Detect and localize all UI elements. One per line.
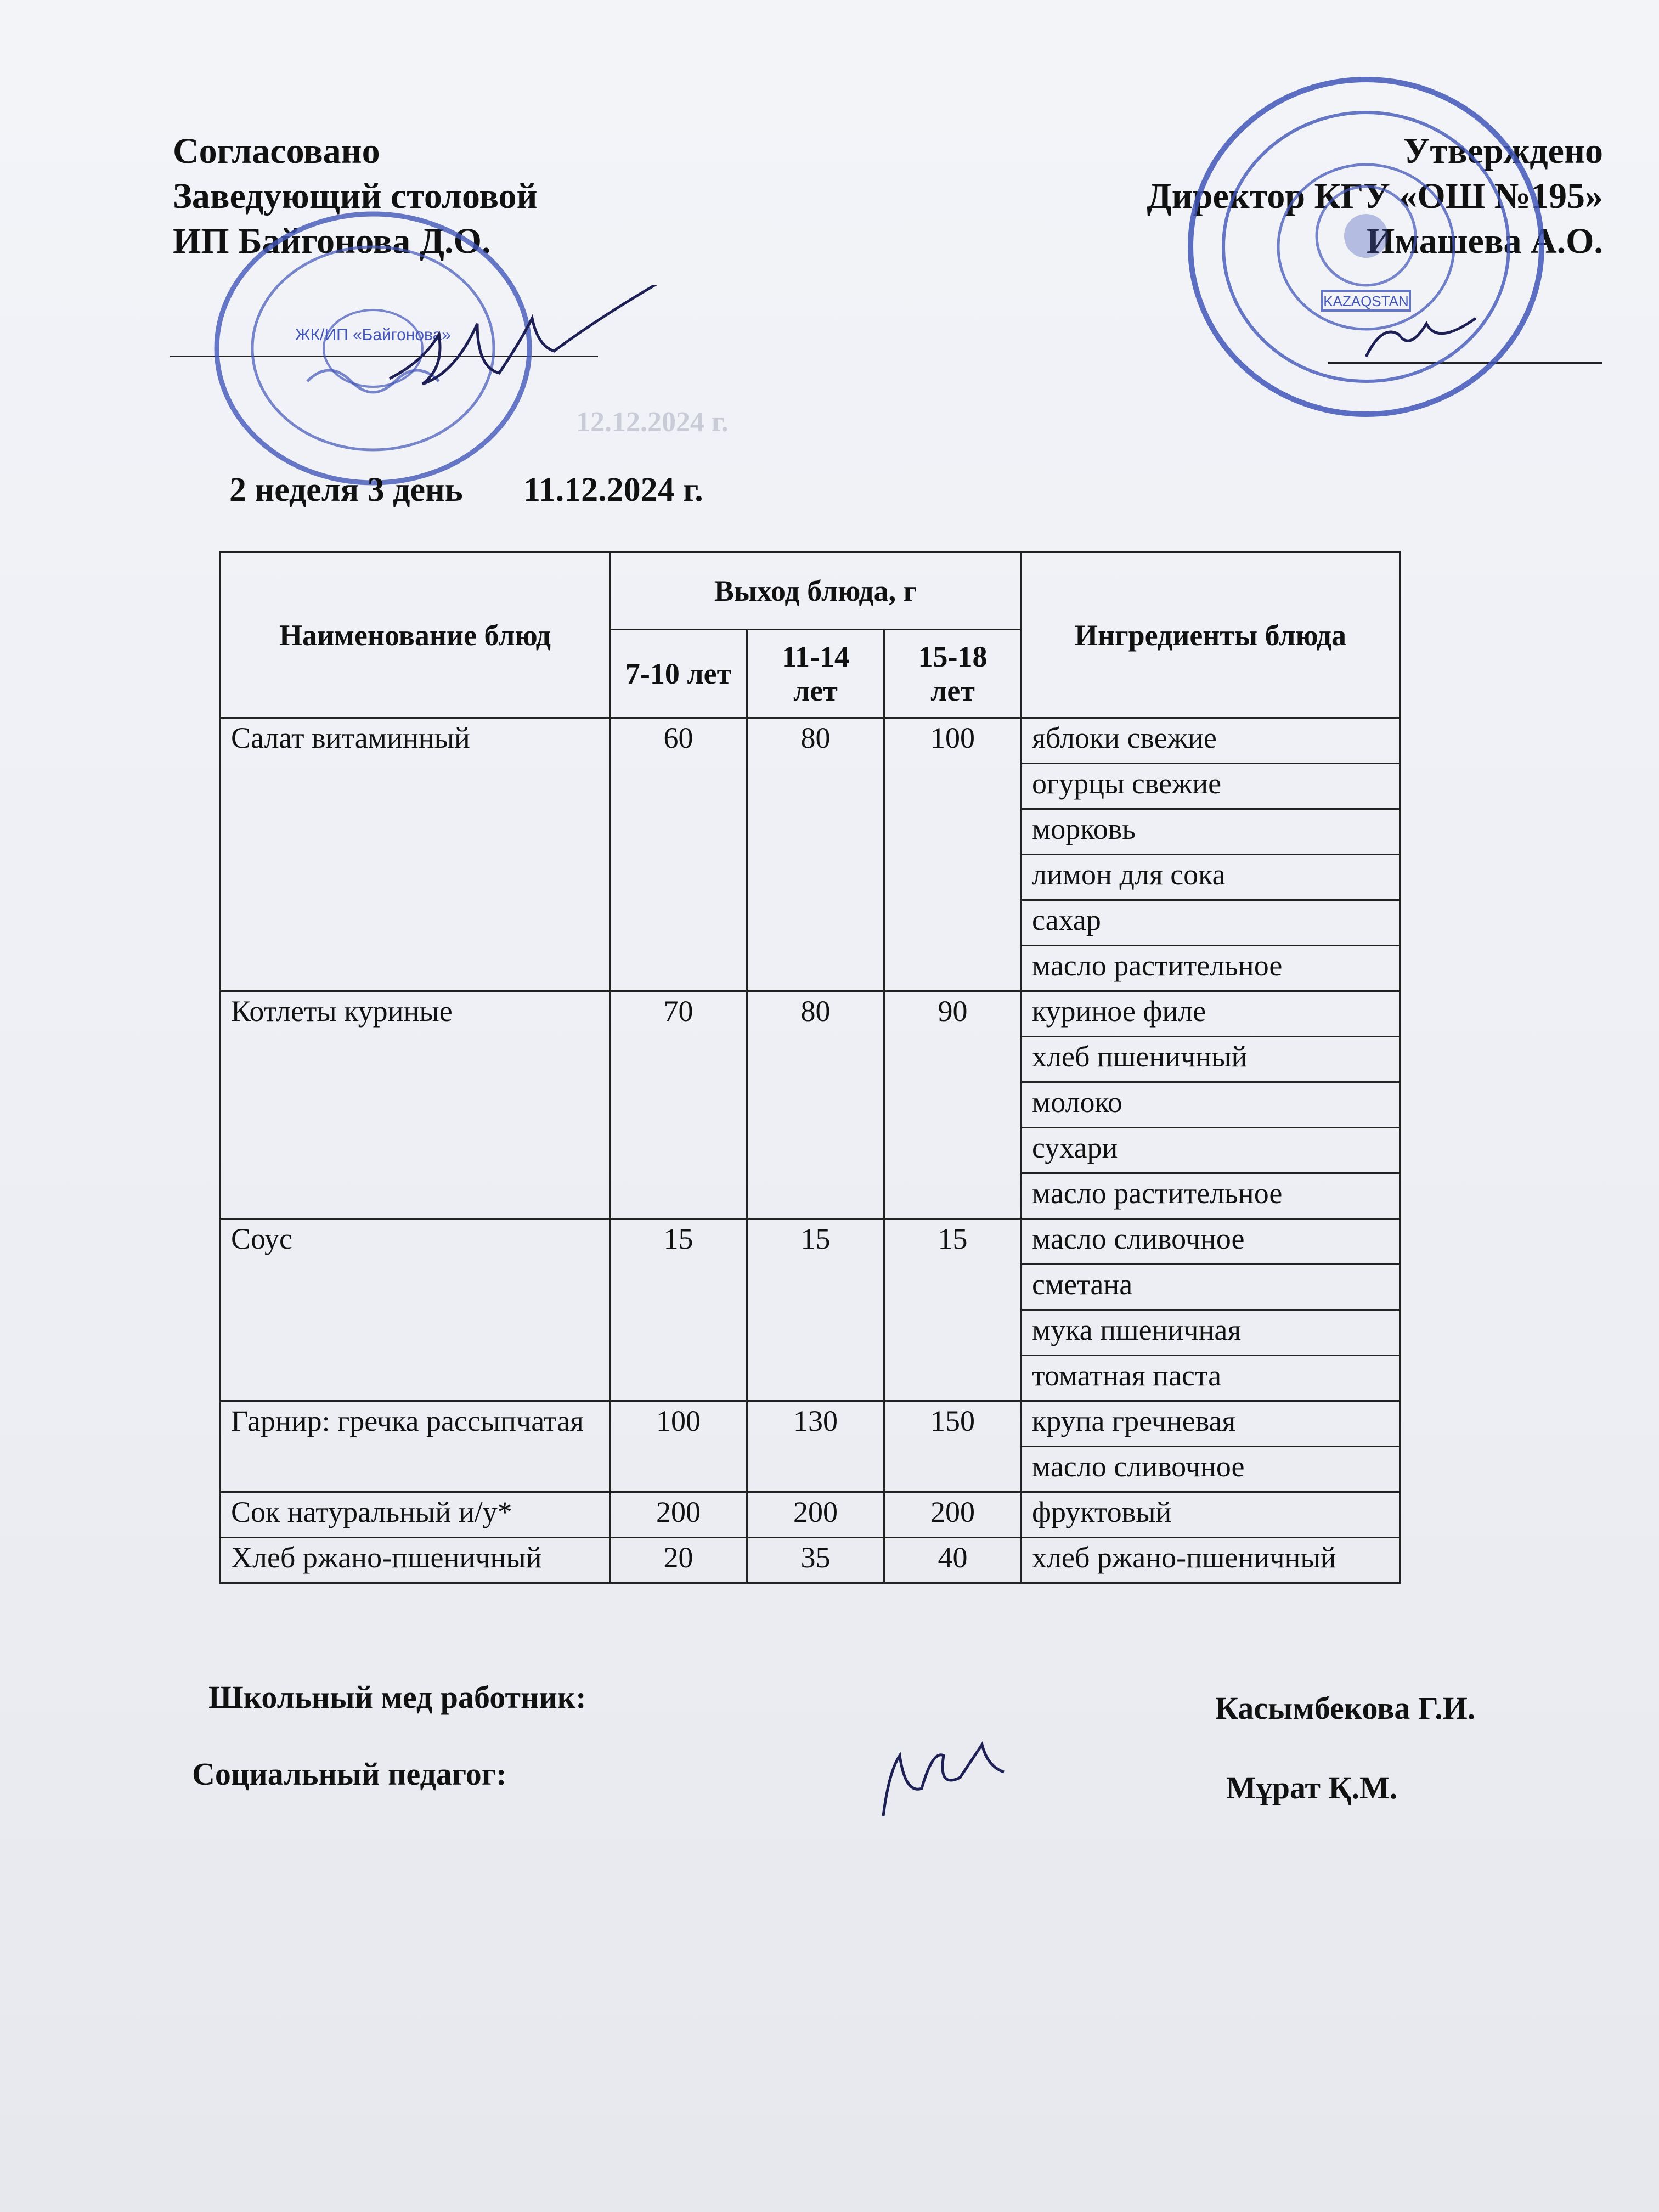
ingredient: фруктовый <box>1022 1492 1400 1538</box>
header-dish-name: Наименование блюд <box>221 552 610 718</box>
left-signature <box>384 285 669 395</box>
yield-15-18: 200 <box>884 1492 1022 1538</box>
med-worker-label: Школьный мед работник: <box>208 1679 586 1715</box>
yield-15-18: 90 <box>884 991 1022 1219</box>
ingredient: масло сливочное <box>1022 1219 1400 1265</box>
yield-7-10: 15 <box>610 1219 747 1401</box>
approval-left-position: Заведующий столовой <box>173 176 538 216</box>
yield-7-10: 60 <box>610 718 747 991</box>
dish-name: Сок натуральный и/у* <box>221 1492 610 1538</box>
menu-table <box>219 551 1401 1584</box>
dish-name: Хлеб ржано-пшеничный <box>221 1538 610 1583</box>
bleed-through-date: 12.12.2024 г. <box>576 407 729 438</box>
yield-7-10: 20 <box>610 1538 747 1583</box>
social-pedagogue-signature <box>872 1734 1015 1827</box>
ingredient: огурцы свежие <box>1022 764 1400 809</box>
dish-name: Гарнир: гречка рассыпчатая <box>221 1401 610 1492</box>
table-row <box>221 1401 1400 1447</box>
yield-11-14: 35 <box>747 1538 884 1583</box>
table-row <box>221 991 1400 1037</box>
week-day-label: 2 неделя 3 день <box>229 471 463 509</box>
ingredient: крупа гречневая <box>1022 1401 1400 1447</box>
yield-11-14: 15 <box>747 1219 884 1401</box>
ingredient: хлеб ржано-пшеничный <box>1022 1538 1400 1583</box>
header-yield: Выход блюда, г <box>610 552 1022 630</box>
ingredient: масло сливочное <box>1022 1447 1400 1492</box>
yield-7-10: 200 <box>610 1492 747 1538</box>
social-pedagogue-label: Социальный педагог: <box>192 1756 507 1792</box>
ingredient: масло растительное <box>1022 946 1400 991</box>
approval-left-title: Согласовано <box>173 131 380 171</box>
ingredient: томатная паста <box>1022 1356 1400 1401</box>
med-worker-name: Касымбекова Г.И. <box>1215 1690 1476 1726</box>
header-age-15-18: 15-18 лет <box>884 630 1022 718</box>
dish-name: Соус <box>221 1219 610 1401</box>
table-row <box>221 1492 1400 1538</box>
yield-11-14: 80 <box>747 991 884 1219</box>
right-stamp-text: KAZAQSTAN <box>1323 293 1409 309</box>
table-row <box>221 1219 1400 1265</box>
ingredient: хлеб пшеничный <box>1022 1037 1400 1082</box>
yield-15-18: 15 <box>884 1219 1022 1401</box>
ingredient: мука пшеничная <box>1022 1310 1400 1356</box>
header-ingredients: Ингредиенты блюда <box>1022 552 1400 718</box>
ingredient: куриное филе <box>1022 991 1400 1037</box>
dish-name: Салат витаминный <box>221 718 610 991</box>
dish-name: Котлеты куриные <box>221 991 610 1219</box>
yield-7-10: 100 <box>610 1401 747 1492</box>
right-stamp <box>1180 71 1553 422</box>
menu-day-heading <box>229 471 755 510</box>
ingredient: сухари <box>1022 1128 1400 1173</box>
ingredient: молоко <box>1022 1082 1400 1128</box>
yield-11-14: 130 <box>747 1401 884 1492</box>
approval-right-name: Имашева А.О. <box>1367 221 1603 261</box>
ingredient: сахар <box>1022 900 1400 946</box>
ingredient: яблоки свежие <box>1022 718 1400 764</box>
ingredient: лимон для сока <box>1022 855 1400 900</box>
yield-15-18: 100 <box>884 718 1022 991</box>
approval-right-position: Директор КГУ «ОШ №195» <box>1147 176 1603 216</box>
left-stamp-text: ЖК/ИП «Байгонова» <box>295 326 451 344</box>
ingredient: масло растительное <box>1022 1173 1400 1219</box>
ingredient: морковь <box>1022 809 1400 855</box>
approval-right-title: Утверждено <box>1403 131 1603 171</box>
header-age-7-10: 7-10 лет <box>610 630 747 718</box>
yield-15-18: 150 <box>884 1401 1022 1492</box>
approval-left-name: ИП Байгонова Д.О. <box>173 221 491 261</box>
yield-11-14: 200 <box>747 1492 884 1538</box>
yield-15-18: 40 <box>884 1538 1022 1583</box>
table-row <box>221 1538 1400 1583</box>
yield-11-14: 80 <box>747 718 884 991</box>
table-row <box>221 718 1400 764</box>
yield-7-10: 70 <box>610 991 747 1219</box>
header-age-11-14: 11-14 лет <box>747 630 884 718</box>
menu-date: 11.12.2024 г. <box>523 471 703 509</box>
right-signature <box>1361 313 1481 368</box>
ingredient: сметана <box>1022 1265 1400 1310</box>
social-pedagogue-name: Мұрат Қ.М. <box>1226 1770 1398 1805</box>
